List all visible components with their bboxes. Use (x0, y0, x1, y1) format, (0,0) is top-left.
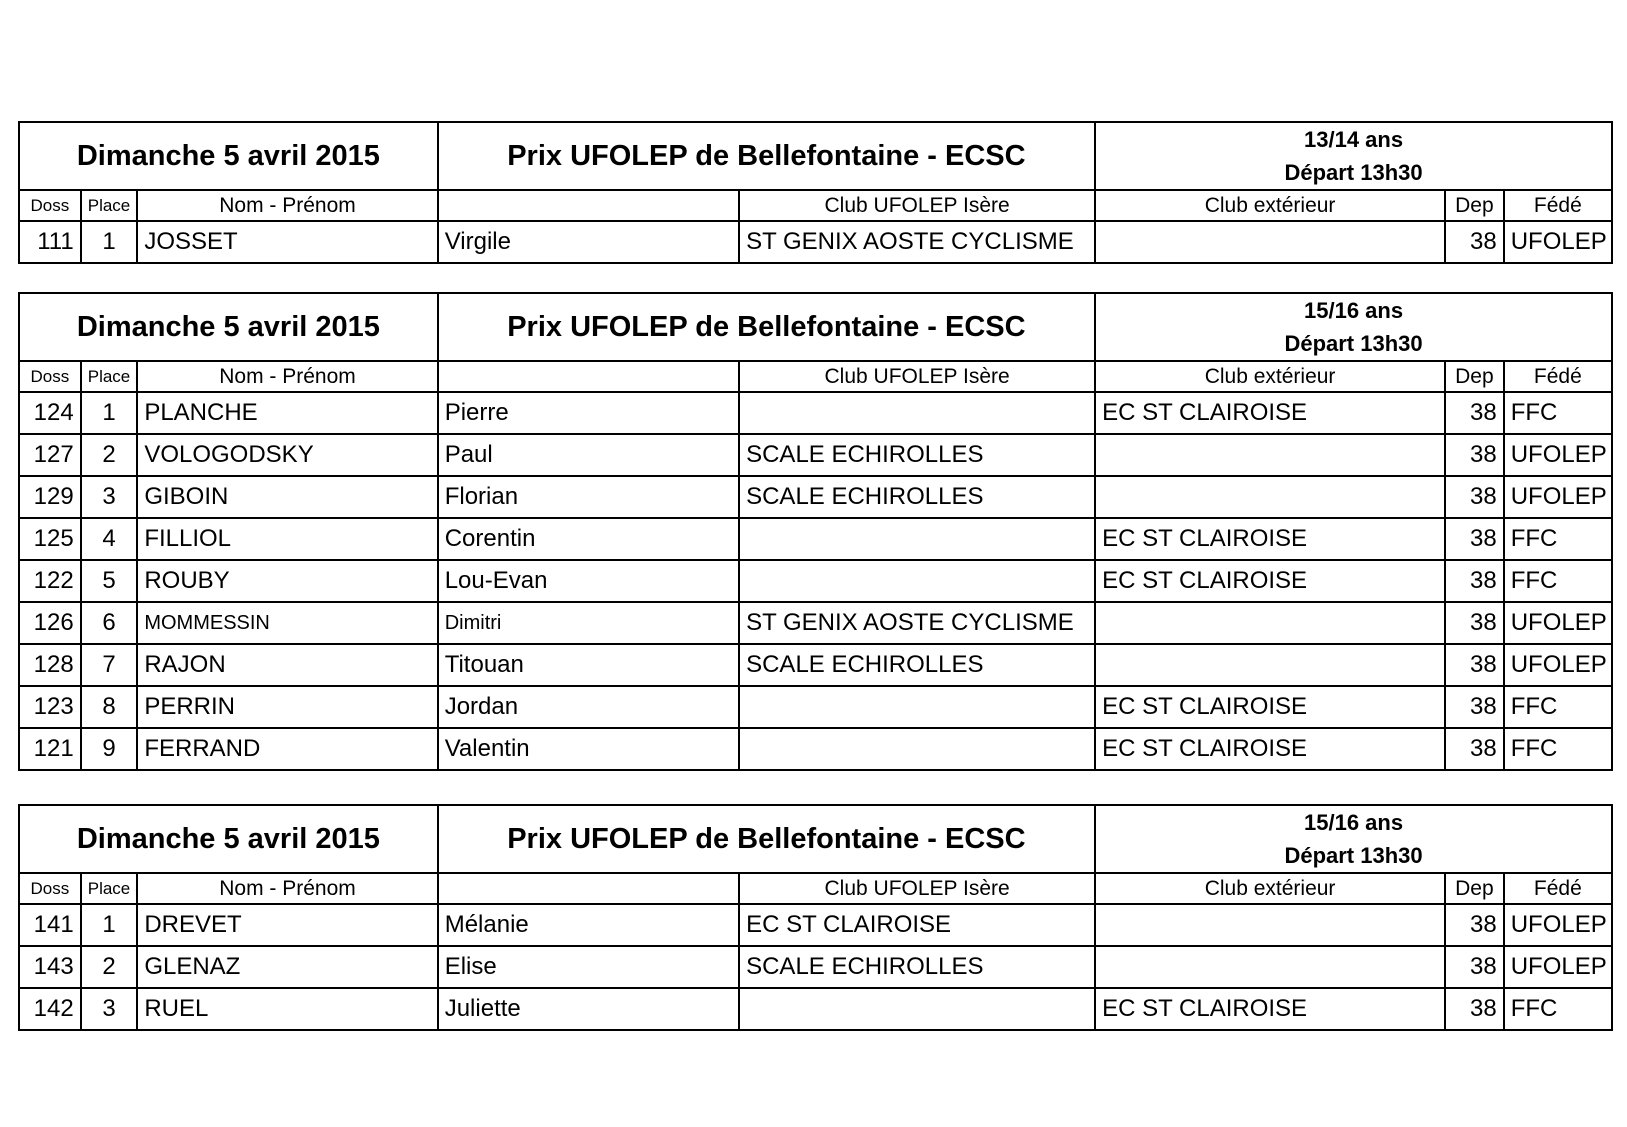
cell-club-exterieur (1095, 221, 1445, 263)
cell-prenom: Jordan (438, 686, 739, 728)
cell-club-ufolep: ST GENIX AOSTE CYCLISME (739, 602, 1095, 644)
cell-club-ufolep (739, 392, 1095, 434)
table-row (19, 392, 1612, 434)
cell-fede: UFOLEP (1504, 434, 1612, 476)
table-row (19, 686, 1612, 728)
cell-dep: 38 (1445, 686, 1504, 728)
col-club-exterieur: Club extérieur (1095, 873, 1445, 904)
cell-place: 5 (81, 560, 138, 602)
cell-fede: UFOLEP (1504, 946, 1612, 988)
cell-dep: 38 (1445, 728, 1504, 770)
cell-dep: 38 (1445, 560, 1504, 602)
col-prenom-blank (438, 361, 739, 392)
col-dep: Dep (1445, 361, 1504, 392)
col-fede: Fédé (1504, 190, 1612, 221)
cell-fede: UFOLEP (1504, 644, 1612, 686)
cell-prenom: Virgile (438, 221, 739, 263)
cell-dep: 38 (1445, 946, 1504, 988)
cell-club-exterieur (1095, 434, 1445, 476)
cell-club-ufolep: EC ST CLAIROISE (739, 904, 1095, 946)
cell-club-ufolep: ST GENIX AOSTE CYCLISME (739, 221, 1095, 263)
cell-prenom: Titouan (438, 644, 739, 686)
race-date: Dimanche 5 avril 2015 (19, 122, 438, 190)
col-club-exterieur: Club extérieur (1095, 190, 1445, 221)
cell-nom: VOLOGODSKY (137, 434, 437, 476)
race-start-time: Départ 13h30 (1284, 843, 1423, 868)
race-start-time: Départ 13h30 (1284, 160, 1423, 185)
col-prenom-blank (438, 873, 739, 904)
col-club-ufolep: Club UFOLEP Isère (739, 190, 1095, 221)
col-doss: Doss (19, 361, 81, 392)
cell-fede: UFOLEP (1504, 476, 1612, 518)
cell-prenom: Valentin (438, 728, 739, 770)
cell-doss: 111 (19, 221, 81, 263)
race-event-title: Prix UFOLEP de Bellefontaine - ECSC (438, 293, 1095, 361)
col-dep: Dep (1445, 190, 1504, 221)
cell-nom: RAJON (137, 644, 437, 686)
cell-club-ufolep (739, 728, 1095, 770)
column-header-row (19, 361, 1612, 392)
cell-place: 3 (81, 988, 138, 1030)
race-category (1095, 122, 1612, 190)
race-table (18, 292, 1613, 771)
cell-club-exterieur: EC ST CLAIROISE (1095, 686, 1445, 728)
cell-prenom: Lou-Evan (438, 560, 739, 602)
cell-club-ufolep (739, 518, 1095, 560)
cell-doss: 141 (19, 904, 81, 946)
cell-dep: 38 (1445, 434, 1504, 476)
cell-dep: 38 (1445, 904, 1504, 946)
cell-doss: 125 (19, 518, 81, 560)
cell-doss: 122 (19, 560, 81, 602)
race-category-label: 15/16 ans (1304, 298, 1404, 323)
col-nom-prenom: Nom - Prénom (137, 190, 437, 221)
cell-fede: FFC (1504, 728, 1612, 770)
col-fede: Fédé (1504, 873, 1612, 904)
table-row (19, 560, 1612, 602)
table-row (19, 644, 1612, 686)
table-row (19, 904, 1612, 946)
column-header-row (19, 190, 1612, 221)
cell-club-ufolep: SCALE ECHIROLLES (739, 476, 1095, 518)
cell-doss: 143 (19, 946, 81, 988)
cell-dep: 38 (1445, 392, 1504, 434)
cell-club-ufolep (739, 686, 1095, 728)
cell-club-exterieur (1095, 904, 1445, 946)
col-club-exterieur: Club extérieur (1095, 361, 1445, 392)
col-fede: Fédé (1504, 361, 1612, 392)
cell-nom: JOSSET (137, 221, 437, 263)
cell-prenom: Pierre (438, 392, 739, 434)
cell-nom: DREVET (137, 904, 437, 946)
col-club-ufolep: Club UFOLEP Isère (739, 873, 1095, 904)
race-category (1095, 805, 1612, 873)
cell-doss: 129 (19, 476, 81, 518)
cell-prenom: Mélanie (438, 904, 739, 946)
cell-place: 2 (81, 946, 138, 988)
cell-fede: UFOLEP (1504, 221, 1612, 263)
cell-doss: 142 (19, 988, 81, 1030)
col-place: Place (81, 873, 138, 904)
race-event-title: Prix UFOLEP de Bellefontaine - ECSC (438, 805, 1095, 873)
cell-club-exterieur: EC ST CLAIROISE (1095, 392, 1445, 434)
cell-place: 1 (81, 904, 138, 946)
cell-club-exterieur: EC ST CLAIROISE (1095, 988, 1445, 1030)
cell-prenom: Dimitri (438, 602, 739, 644)
cell-prenom: Corentin (438, 518, 739, 560)
cell-club-ufolep: SCALE ECHIROLLES (739, 434, 1095, 476)
race-table (18, 121, 1613, 264)
table-row (19, 946, 1612, 988)
table-row (19, 476, 1612, 518)
race-date: Dimanche 5 avril 2015 (19, 805, 438, 873)
cell-place: 1 (81, 221, 138, 263)
cell-doss: 123 (19, 686, 81, 728)
table-row (19, 988, 1612, 1030)
cell-prenom: Juliette (438, 988, 739, 1030)
col-doss: Doss (19, 190, 81, 221)
cell-club-exterieur (1095, 476, 1445, 518)
race-table (18, 804, 1613, 1031)
cell-place: 6 (81, 602, 138, 644)
cell-fede: FFC (1504, 988, 1612, 1030)
cell-club-ufolep: SCALE ECHIROLLES (739, 644, 1095, 686)
race-category (1095, 293, 1612, 361)
cell-nom: ROUBY (137, 560, 437, 602)
cell-place: 9 (81, 728, 138, 770)
cell-dep: 38 (1445, 644, 1504, 686)
cell-place: 1 (81, 392, 138, 434)
col-nom-prenom: Nom - Prénom (137, 361, 437, 392)
cell-nom: FERRAND (137, 728, 437, 770)
cell-fede: FFC (1504, 686, 1612, 728)
col-place: Place (81, 361, 138, 392)
cell-doss: 127 (19, 434, 81, 476)
cell-doss: 121 (19, 728, 81, 770)
cell-nom: PERRIN (137, 686, 437, 728)
cell-club-exterieur (1095, 946, 1445, 988)
race-category-label: 15/16 ans (1304, 810, 1404, 835)
cell-place: 4 (81, 518, 138, 560)
cell-club-exterieur: EC ST CLAIROISE (1095, 728, 1445, 770)
cell-doss: 124 (19, 392, 81, 434)
cell-dep: 38 (1445, 476, 1504, 518)
race-header (19, 293, 1612, 361)
race-date: Dimanche 5 avril 2015 (19, 293, 438, 361)
col-doss: Doss (19, 873, 81, 904)
col-nom-prenom: Nom - Prénom (137, 873, 437, 904)
table-row (19, 434, 1612, 476)
cell-nom: RUEL (137, 988, 437, 1030)
col-prenom-blank (438, 190, 739, 221)
col-place: Place (81, 190, 138, 221)
cell-doss: 128 (19, 644, 81, 686)
cell-nom: GIBOIN (137, 476, 437, 518)
race-header (19, 122, 1612, 190)
race-start-time: Départ 13h30 (1284, 331, 1423, 356)
cell-place: 3 (81, 476, 138, 518)
cell-club-ufolep: SCALE ECHIROLLES (739, 946, 1095, 988)
cell-club-exterieur: EC ST CLAIROISE (1095, 560, 1445, 602)
cell-dep: 38 (1445, 602, 1504, 644)
table-row (19, 602, 1612, 644)
cell-place: 8 (81, 686, 138, 728)
cell-place: 2 (81, 434, 138, 476)
cell-fede: UFOLEP (1504, 904, 1612, 946)
table-row (19, 728, 1612, 770)
cell-place: 7 (81, 644, 138, 686)
cell-dep: 38 (1445, 518, 1504, 560)
cell-club-exterieur: EC ST CLAIROISE (1095, 518, 1445, 560)
cell-fede: UFOLEP (1504, 602, 1612, 644)
race-event-title: Prix UFOLEP de Bellefontaine - ECSC (438, 122, 1095, 190)
cell-club-ufolep (739, 988, 1095, 1030)
cell-prenom: Florian (438, 476, 739, 518)
cell-doss: 126 (19, 602, 81, 644)
col-dep: Dep (1445, 873, 1504, 904)
cell-fede: FFC (1504, 560, 1612, 602)
table-row (19, 518, 1612, 560)
column-header-row (19, 873, 1612, 904)
cell-nom: PLANCHE (137, 392, 437, 434)
cell-prenom: Elise (438, 946, 739, 988)
cell-dep: 38 (1445, 221, 1504, 263)
cell-prenom: Paul (438, 434, 739, 476)
cell-fede: FFC (1504, 392, 1612, 434)
cell-nom: MOMMESSIN (137, 602, 437, 644)
cell-nom: GLENAZ (137, 946, 437, 988)
cell-club-ufolep (739, 560, 1095, 602)
cell-club-exterieur (1095, 602, 1445, 644)
table-row (19, 221, 1612, 263)
cell-fede: FFC (1504, 518, 1612, 560)
col-club-ufolep: Club UFOLEP Isère (739, 361, 1095, 392)
cell-nom: FILLIOL (137, 518, 437, 560)
cell-dep: 38 (1445, 988, 1504, 1030)
race-header (19, 805, 1612, 873)
race-category-label: 13/14 ans (1304, 127, 1404, 152)
cell-club-exterieur (1095, 644, 1445, 686)
